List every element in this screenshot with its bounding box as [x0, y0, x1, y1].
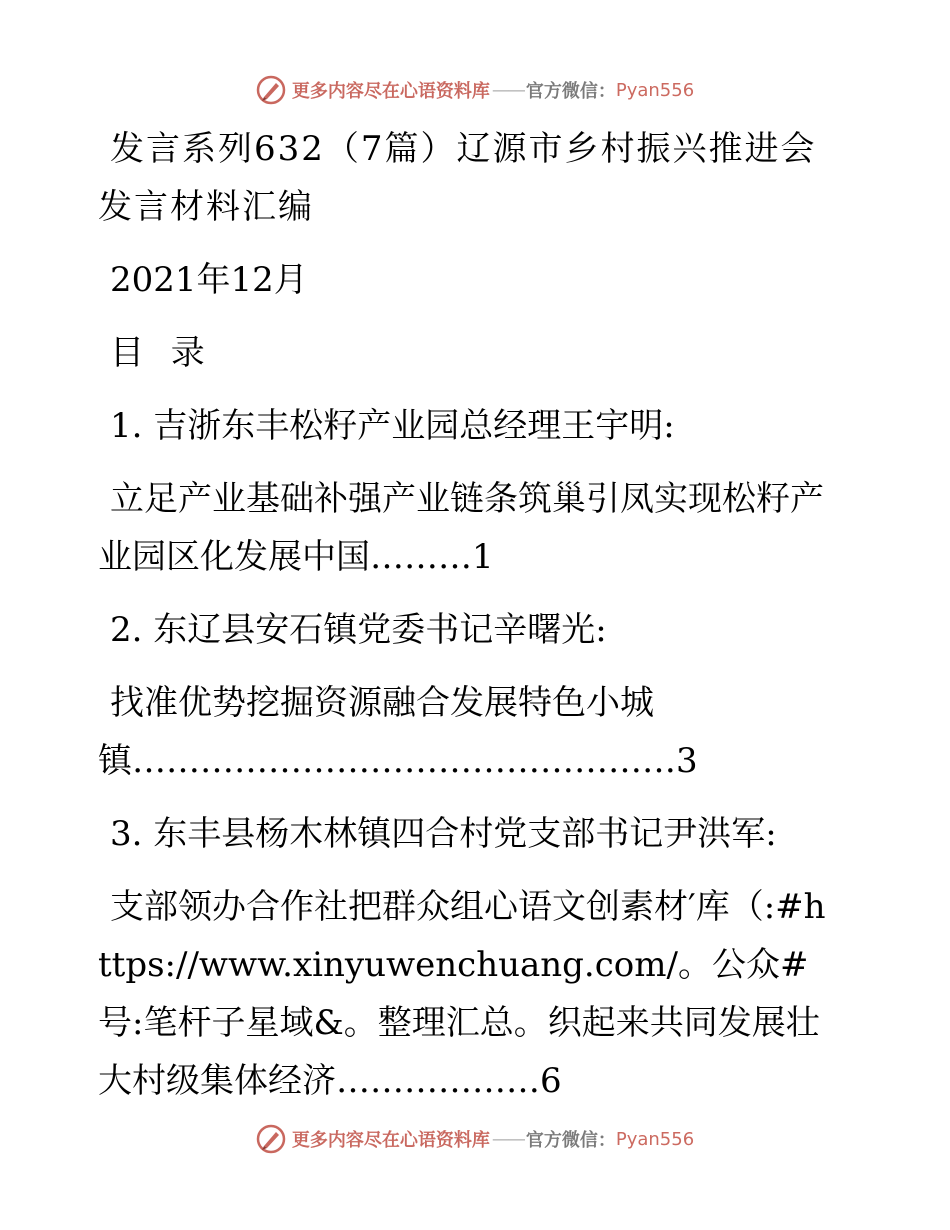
toc-item-2-speaker: 2. 东辽县安石镇党委书记辛曙光:: [110, 610, 607, 650]
banner-wechat-label: 官方微信：: [525, 81, 616, 102]
toc-item-2-entry: 找准优势挖掘资源融合发展特色小城镇…………………………………………3: [98, 683, 698, 781]
toc-item-1-entry: 立足产业基础补强产业链条筑巢引凤实现松籽产业园区化发展中国………1: [98, 479, 824, 577]
quill-logo-icon: [256, 75, 286, 105]
banner-dash: ——: [491, 79, 524, 101]
banner-wechat-label: 官方微信：: [525, 1130, 616, 1151]
toc-item-3-entry: 支部领办合作社把群众组心语文创素材′库（:#https://www.xinyuwenchuang.com/。公众#号:笔杆子星域&。整理汇总。织起来共同发展壮大村级集体经济………………6: [98, 887, 826, 1101]
header-banner: [0, 70, 950, 110]
toc-heading: 目 录: [110, 333, 213, 373]
banner-wechat-id: Pyan556: [615, 79, 695, 101]
quill-logo-icon: [256, 1124, 286, 1154]
document-title: 发言系列632（7篇）辽源市乡村振兴推进会发言材料汇编: [98, 129, 817, 227]
banner-main-text: 更多内容尽在心语资料库: [291, 81, 490, 102]
document-body: [98, 120, 838, 1125]
banner-main-text: 更多内容尽在心语资料库: [291, 1130, 490, 1151]
document-date: 2021年12月: [110, 260, 308, 300]
toc-item-1-speaker: 1. 吉浙东丰松籽产业园总经理王宇明:: [110, 406, 675, 446]
banner-dash: ——: [491, 1128, 524, 1150]
banner-wechat-id: Pyan556: [615, 1128, 695, 1150]
footer-banner: [0, 1119, 950, 1159]
toc-item-3-speaker: 3. 东丰县杨木林镇四合村党支部书记尹洪军:: [110, 814, 777, 854]
